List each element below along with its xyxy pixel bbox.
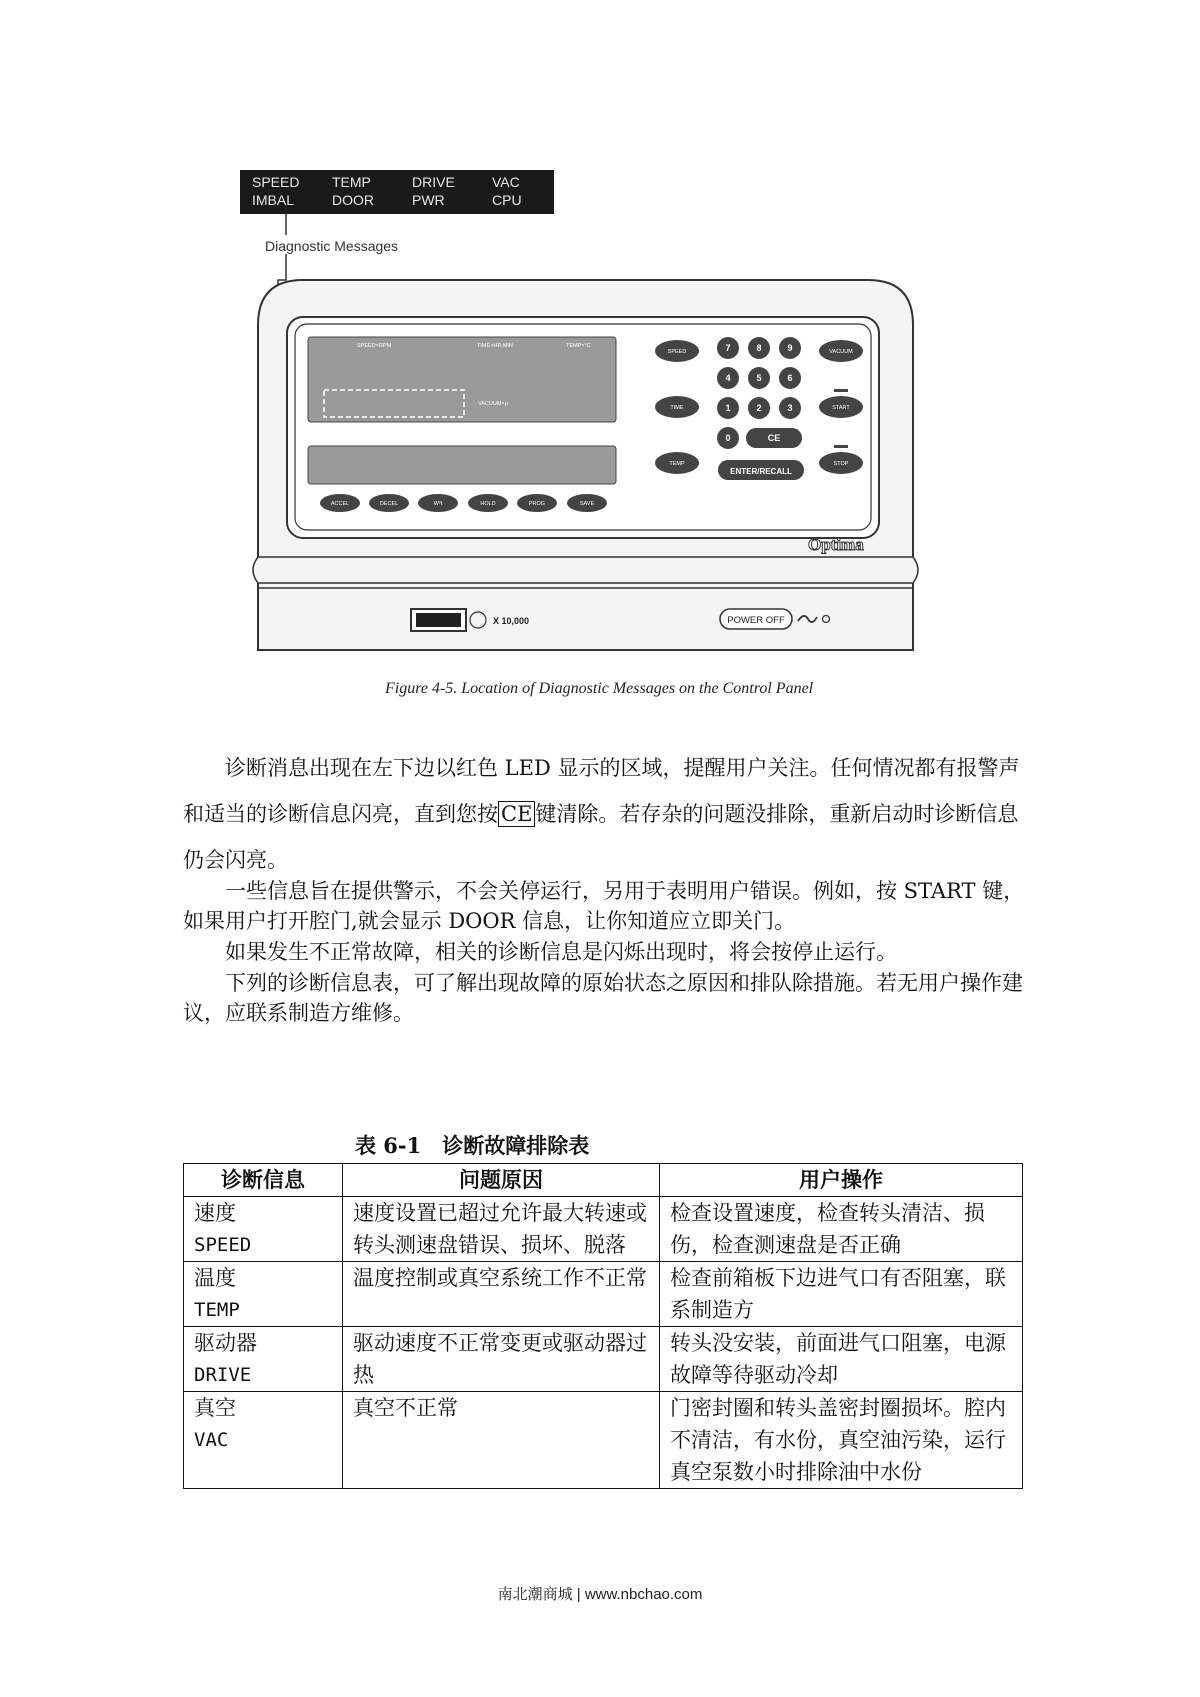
- diag-door: DOOR: [332, 192, 374, 208]
- table-row: [184, 1197, 1023, 1262]
- key-7-label: 7: [725, 343, 731, 353]
- diagnostic-caption: Diagnostic Messages: [265, 238, 399, 254]
- diag-speed: SPEED: [252, 174, 300, 190]
- table-cell-cause: 温度控制或真空系统工作不正常: [343, 1262, 660, 1327]
- key-1-label: 1: [725, 403, 731, 413]
- table-title: 表 6-1 诊断故障排除表: [355, 1133, 590, 1158]
- power-off-label: POWER OFF: [727, 615, 785, 626]
- table-row: [184, 1327, 1023, 1392]
- ce-key-reference: CE: [498, 801, 535, 827]
- table-cell-action: 转头没安装，前面进气口阻塞，电源故障等待驱动冷却: [660, 1327, 1023, 1392]
- counter-label: X 10,000: [493, 616, 530, 626]
- start-label: START: [832, 405, 850, 411]
- diag-drive: DRIVE: [412, 174, 455, 190]
- key-2-label: 2: [756, 403, 762, 413]
- time-mode-label: TIME: [670, 405, 684, 411]
- key-4-label: 4: [725, 373, 731, 383]
- footer[interactable]: 南北潮商城 | www.nbchao.com: [497, 1586, 703, 1603]
- brand-logo: Optima: [808, 535, 864, 554]
- table-cell-cause: 驱动速度不正常变更或驱动器过热: [343, 1327, 660, 1392]
- hold-label: HOLD: [480, 501, 496, 507]
- key-9-label: 9: [787, 343, 793, 353]
- key-5-label: 5: [756, 373, 762, 383]
- key-ce-label: CE: [767, 433, 781, 443]
- enter-recall-label: ENTER/RECALL: [730, 467, 792, 476]
- control-panel-figure: [0, 0, 1200, 680]
- panel-band: [253, 557, 918, 583]
- table-cell-message: 速度 SPEED: [184, 1197, 343, 1262]
- upper-display: [308, 337, 616, 422]
- diag-cpu: CPU: [492, 192, 522, 208]
- accel-label: ACCEL: [330, 501, 350, 507]
- speed-mode-label: SPEED: [667, 349, 687, 355]
- table-cell-action: 检查设置速度，检查转头清洁、损伤，检查测速盘是否正确: [660, 1197, 1023, 1262]
- header-cause: 问题原因: [343, 1164, 660, 1197]
- table-row: [184, 1392, 1023, 1489]
- paragraph-4: 下列的诊断信息表，可了解出现故障的原始状态之原因和排队除措施。若无用户操作建议，应联系制造方维修。: [183, 971, 1023, 1025]
- table-cell-message: 真空 VAC: [184, 1392, 343, 1489]
- paragraph-3: 如果发生不正常故障，相关的诊断信息是闪烁出现时，将会按停止运行。: [183, 940, 897, 964]
- header-user-action: 用户操作: [660, 1164, 1023, 1197]
- table-row: [184, 1262, 1023, 1327]
- decel-label: DECEL: [379, 501, 399, 507]
- diag-temp: TEMP: [332, 174, 371, 190]
- stop-label: STOP: [833, 461, 849, 467]
- key-8-label: 8: [756, 343, 762, 353]
- table-cell-action: 门密封圈和转头盖密封圈损坏。腔内不清洁，有水份，真空油污染，运行真空泵数小时排除油中水份: [660, 1392, 1023, 1489]
- table-header-row: [184, 1164, 1023, 1197]
- prog-label: PROG: [528, 501, 546, 507]
- diagnostic-table: [183, 1163, 1023, 1489]
- table-cell-message: 驱动器 DRIVE: [184, 1327, 343, 1392]
- table-cell-action: 检查前箱板下边进气口有否阻塞，联系制造方: [660, 1262, 1023, 1327]
- save-label: SAVE: [579, 501, 595, 507]
- lower-display: [308, 446, 616, 484]
- key-3-label: 3: [787, 403, 793, 413]
- table-cell-cause: 真空不正常: [343, 1392, 660, 1489]
- key-0-label: 0: [725, 433, 731, 443]
- figure-caption: Figure 4-5. Location of Diagnostic Messages on the Control Panel: [385, 680, 814, 697]
- key-6-label: 6: [787, 373, 793, 383]
- w2t-label: W²t: [433, 501, 443, 507]
- table-cell-cause: 速度设置已超过允许最大转速或转头测速盘错误、损坏、脱落: [343, 1197, 660, 1262]
- diag-vac: VAC: [492, 174, 520, 190]
- display-label-temp: TEMP×°C: [566, 343, 591, 349]
- diag-imbal: IMBAL: [252, 192, 295, 208]
- table-cell-message: 温度 TEMP: [184, 1262, 343, 1327]
- paragraph-1: 诊断消息出现在左下边以红色 LED 显示的区域，提醒用户关注。任何情况都有报警声和适当的诊断信息闪亮，直到您按 CE 键清除。若存杂的问题没排除，重新启动时诊断信息仍会闪亮。: [183, 756, 1020, 872]
- display-label-time: TIME×HR:MIN: [477, 343, 513, 349]
- diag-pwr: PWR: [412, 192, 445, 208]
- paragraph-2: 一些信息旨在提供警示，不会关停运行，另用于表明用户错误。例如，按 START 键，如果用户打开腔门,就会显示 DOOR 信息，让你知道应立即关门。: [183, 879, 1025, 933]
- display-label-vacuum: VACUUM×μ: [478, 401, 508, 407]
- vacuum-label: VACUUM: [829, 349, 853, 355]
- header-diagnostic-info: 诊断信息: [184, 1164, 343, 1197]
- temp-mode-label: TEMP: [669, 461, 685, 467]
- display-label-speed: SPEED×RPM: [357, 343, 392, 349]
